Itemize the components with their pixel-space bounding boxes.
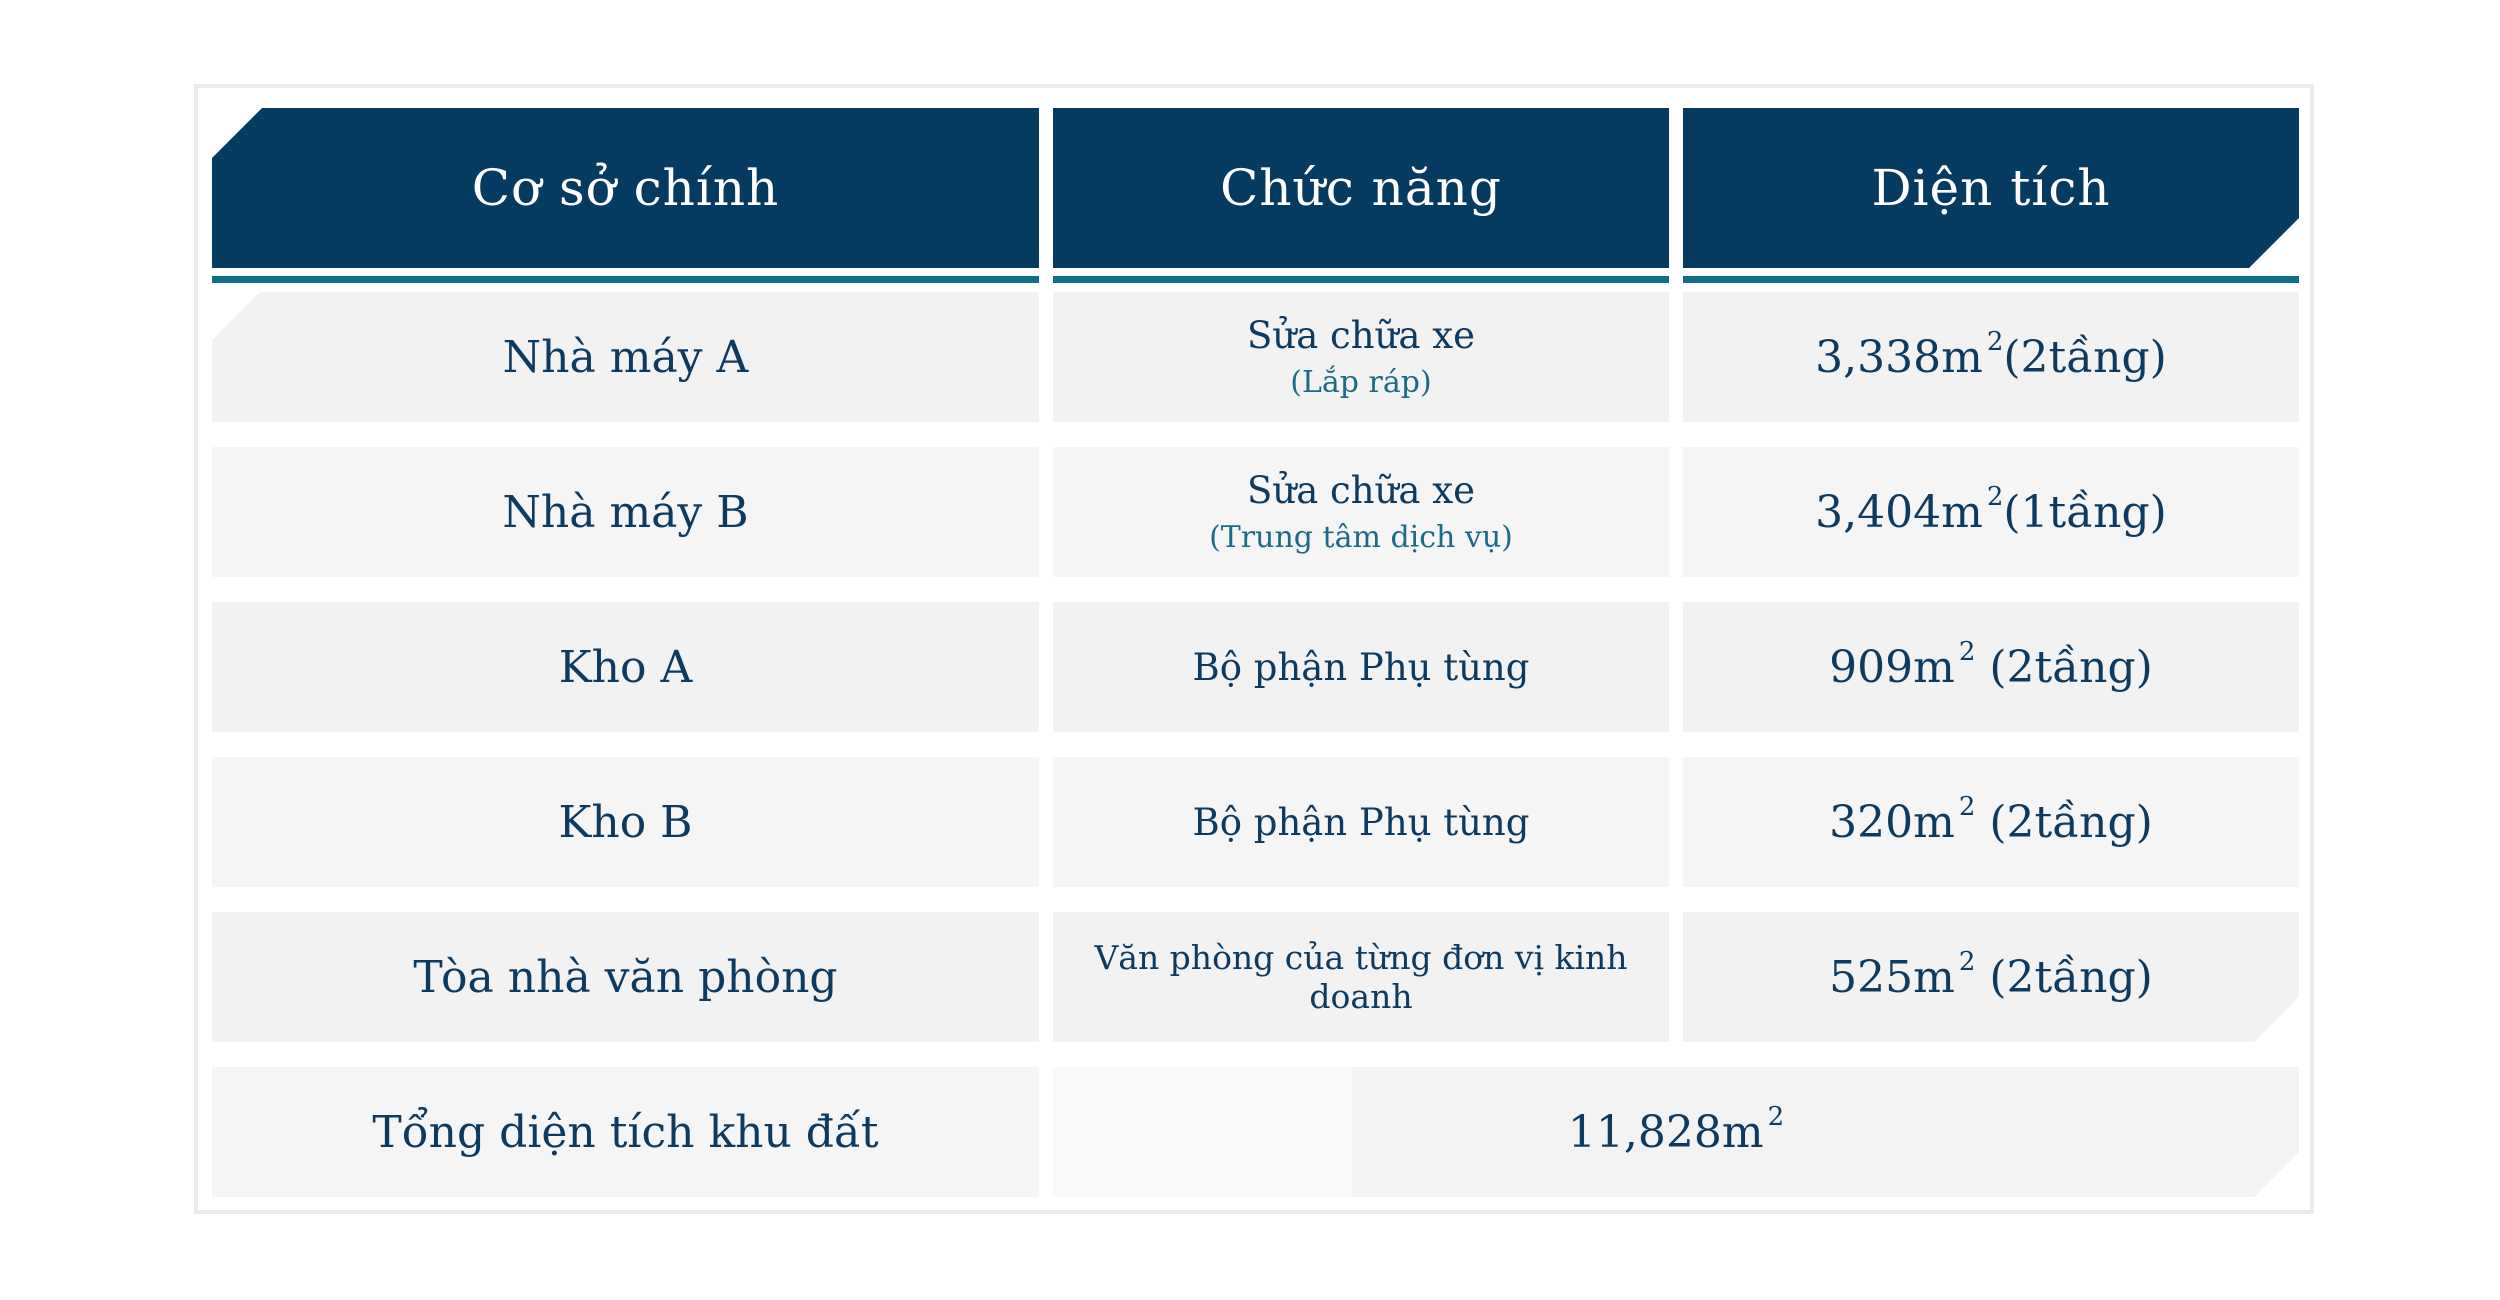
area-value-text: 320m $^2$ (2tầng) xyxy=(1829,791,2153,848)
header-corner-decoration xyxy=(2249,218,2299,268)
total-label-cell xyxy=(212,1067,1039,1197)
header-underline xyxy=(1683,276,2299,283)
header-area-label: Diện tích xyxy=(1871,159,2111,217)
table-row-area xyxy=(1683,602,2299,732)
table-row-area xyxy=(1683,292,2299,422)
table-row-area xyxy=(1683,757,2299,887)
area-value-text: 525m $^2$ (2tầng) xyxy=(1829,946,2153,1003)
row-corner-decoration xyxy=(212,292,260,340)
function-name: Văn phòng của từng đơn vị kinh doanh xyxy=(1094,938,1628,1016)
header-facility-label: Cơ sở chính xyxy=(471,159,780,217)
header-corner-decoration xyxy=(212,108,262,158)
facility-name: Kho B xyxy=(558,796,693,848)
facility-name: Tòa nhà văn phòng xyxy=(413,951,838,1003)
function-name: Bộ phận Phụ tùng xyxy=(1192,645,1530,689)
header-function-label: Chức năng xyxy=(1220,159,1502,217)
facility-name: Kho A xyxy=(558,641,693,693)
total-value-cell xyxy=(1053,1067,2299,1197)
table-row-facility xyxy=(212,292,1039,422)
facility-name: Nhà máy A xyxy=(502,331,749,383)
function-name: Sửa chữa xe xyxy=(1247,469,1475,512)
function-name: Bộ phận Phụ tùng xyxy=(1192,800,1530,844)
table-row-area xyxy=(1683,447,2299,577)
table-row-facility xyxy=(212,912,1039,1042)
total-value-text: 11,828m $^2$ xyxy=(1567,1101,1785,1158)
table-row-function xyxy=(1053,447,1669,577)
table-row-function xyxy=(1053,912,1669,1042)
table-row-facility xyxy=(212,447,1039,577)
table-row-facility xyxy=(212,602,1039,732)
table-row-function xyxy=(1053,602,1669,732)
table-row-facility xyxy=(212,757,1039,887)
header-facility xyxy=(212,108,1039,268)
row-corner-decoration xyxy=(2254,1152,2299,1197)
area-value-text: 3,404m $^2$(1tầng) xyxy=(1815,481,2167,538)
header-area xyxy=(1683,108,2299,268)
area-value-text: 3,338m $^2$(2tầng) xyxy=(1815,326,2167,383)
area-value-text: 909m $^2$ (2tầng) xyxy=(1829,636,2153,693)
header-underline xyxy=(1053,276,1669,283)
table-row-function xyxy=(1053,292,1669,422)
function-note: (Trung tâm dịch vụ) xyxy=(1209,520,1513,555)
table-row-function xyxy=(1053,757,1669,887)
row-corner-decoration xyxy=(2254,997,2299,1042)
function-name: Sửa chữa xe xyxy=(1247,314,1475,357)
table-row-area xyxy=(1683,912,2299,1042)
facility-name: Nhà máy B xyxy=(502,486,749,538)
function-note: (Lắp ráp) xyxy=(1290,365,1432,400)
header-function xyxy=(1053,108,1669,268)
total-label: Tổng diện tích khu đất xyxy=(372,1106,879,1158)
header-underline xyxy=(212,276,1039,283)
